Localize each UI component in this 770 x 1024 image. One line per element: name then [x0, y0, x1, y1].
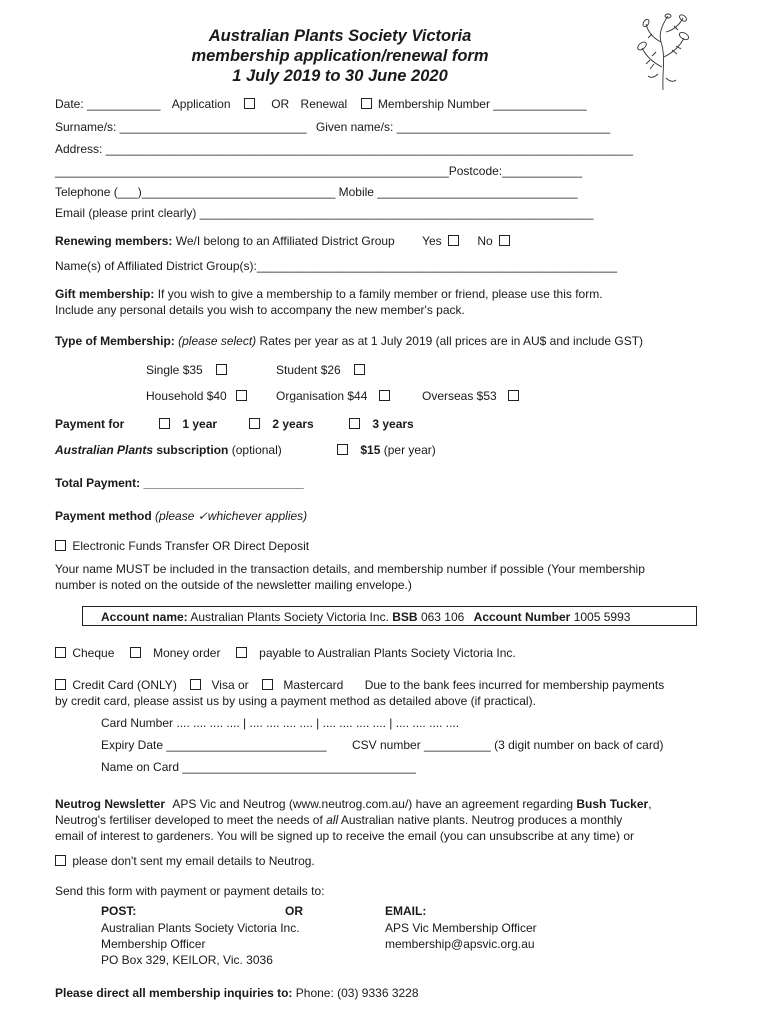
- date-field[interactable]: Date: ___________: [55, 97, 161, 111]
- cheque-checkbox[interactable]: [55, 647, 66, 658]
- subscription-checkbox[interactable]: [337, 444, 348, 455]
- neutrog-text-3: email of interest to gardeners. You will be signed up to receive the email (you can unsubscribe at any time) or: [55, 829, 634, 843]
- membership-type-row: [55, 333, 643, 349]
- household-checkbox[interactable]: [236, 390, 247, 401]
- credit-card-label: Credit Card (ONLY): [72, 678, 177, 692]
- telephone-field[interactable]: Telephone (___)_____________________________ Mobile ______________________________: [55, 185, 578, 199]
- household-option[interactable]: [146, 388, 250, 404]
- csv-number-field[interactable]: CSV number __________ (3 digit number on back of card): [352, 738, 664, 752]
- form-title: Australian Plants Society Victoria: [208, 27, 472, 45]
- cheque-label: Cheque: [72, 646, 115, 660]
- surname-field[interactable]: Surname/s: ____________________________: [55, 120, 307, 134]
- address-line2-field[interactable]: ___________________________________________________________Postcode:____________: [55, 164, 583, 178]
- yes-checkbox[interactable]: [448, 235, 459, 246]
- fees-note-2: by credit card, please assist us by using a payment method as detailed above (if practical).: [55, 694, 536, 708]
- money-order-label: Money order: [153, 646, 221, 660]
- organisation-option[interactable]: [276, 388, 393, 404]
- email-label: EMAIL:: [385, 904, 427, 918]
- eft-checkbox[interactable]: [55, 540, 66, 551]
- credit-card-checkbox[interactable]: [55, 679, 66, 690]
- name-row: [55, 119, 610, 135]
- eft-note-1: Your name MUST be included in the transaction details, and membership number if possible (Your membership: [55, 562, 645, 576]
- plant-illustration-icon: [628, 12, 698, 92]
- date-row: [55, 96, 587, 112]
- payment-method-row: [55, 508, 307, 524]
- bush-tucker-label: Bush Tucker: [576, 797, 649, 811]
- payment-method-label: Payment method: [55, 509, 152, 523]
- eft-note-2: number is noted on the outside of the newsletter mailing envelope.): [55, 578, 412, 592]
- visa-checkbox[interactable]: [190, 679, 201, 690]
- subscription-row: [55, 442, 282, 458]
- post-label: POST:: [101, 904, 137, 918]
- overseas-checkbox[interactable]: [508, 390, 519, 401]
- organisation-checkbox[interactable]: [379, 390, 390, 401]
- renewal-label: Renewal: [300, 97, 348, 111]
- neutrog-text-1: APS Vic and Neutrog (www.neutrog.com.au/) have an agreement regarding: [172, 797, 574, 811]
- neutrog-text-2b: Australian native plants. Neutrog produces a monthly: [340, 813, 623, 827]
- two-years-label: 2 years: [272, 417, 314, 431]
- three-years-option[interactable]: [346, 416, 414, 432]
- bsb-value: 063 106: [420, 610, 465, 624]
- subscription-title: Australian Plants: [55, 443, 154, 457]
- total-payment-field[interactable]: Total Payment: ________________________: [55, 476, 304, 490]
- post-address-line-1: Australian Plants Society Victoria Inc.: [101, 921, 300, 935]
- payment-for-label: Payment for: [55, 417, 125, 431]
- send-intro: Send this form with payment or payment details to:: [55, 884, 325, 898]
- subscription-option[interactable]: [334, 442, 436, 458]
- membership-type-label: Type of Membership:: [55, 334, 175, 348]
- neutrog-row-1: Neutrog Newsletter APS Vic and Neutrog (www.neutrog.com.au/) have an agreement regarding Bush Tucker,: [55, 797, 652, 811]
- application-label: Application: [171, 97, 231, 111]
- renewing-label: Renewing members:: [55, 234, 173, 248]
- neutrog-all: all: [326, 813, 339, 827]
- inquiries-phone: Phone: (03) 9336 3228: [295, 986, 419, 1000]
- neutrog-row-2: [55, 812, 622, 828]
- fees-note-1: Due to the bank fees incurred for membership payments: [364, 678, 665, 692]
- card-number-field[interactable]: Card Number .... .... .... .... | .... .... .... .... | .... .... .... .... | .... .... .... ....: [101, 716, 460, 730]
- post-address-line-2: Membership Officer: [101, 937, 206, 951]
- neutrog-text-2a: Neutrog's fertiliser developed to meet the needs of: [55, 813, 323, 827]
- overseas-label: Overseas $53: [422, 389, 497, 403]
- form-subtitle: membership application/renewal form: [191, 47, 489, 65]
- subscription-optional: (optional): [231, 443, 282, 457]
- inquiries-row: [55, 985, 419, 1001]
- no-checkbox[interactable]: [499, 235, 510, 246]
- account-number-label: Account Number: [473, 610, 571, 624]
- eft-label: Electronic Funds Transfer OR Direct Deposit: [72, 539, 310, 553]
- one-year-label: 1 year: [182, 417, 218, 431]
- email-recipient: APS Vic Membership Officer: [385, 921, 537, 935]
- account-details-box: [82, 606, 697, 626]
- yes-label: Yes: [422, 234, 442, 248]
- organisation-label: Organisation $44: [276, 389, 368, 403]
- membership-type-select-note: (please select): [178, 334, 257, 348]
- payable-label: payable to Australian Plants Society Victoria Inc.: [259, 646, 516, 660]
- household-label: Household $40: [146, 389, 227, 403]
- expiry-date-field[interactable]: Expiry Date ________________________: [101, 738, 327, 752]
- form-period: 1 July 2019 to 30 June 2020: [232, 67, 448, 85]
- gift-text: If you wish to give a membership to a family member or friend, please use this form.: [157, 287, 603, 301]
- neutrog-optout-checkbox[interactable]: [55, 855, 66, 866]
- neutrog-optout-option[interactable]: [55, 853, 315, 869]
- student-option[interactable]: [276, 362, 368, 378]
- two-years-option[interactable]: [246, 416, 314, 432]
- post-address-line-3: PO Box 329, KEILOR, Vic. 3036: [101, 953, 273, 967]
- account-number: 1005 5993: [573, 610, 631, 624]
- account-name: Australian Plants Society Victoria Inc.: [190, 610, 389, 624]
- district-group-field[interactable]: Name(s) of Affiliated District Group(s):______________________________________________________: [55, 259, 618, 273]
- overseas-option[interactable]: [422, 388, 522, 404]
- visa-label: Visa or: [211, 678, 249, 692]
- subscription-per-year: (per year): [383, 443, 436, 457]
- membership-number-field[interactable]: Membership Number ______________: [377, 97, 587, 111]
- renewing-row: [55, 233, 513, 249]
- single-checkbox[interactable]: [216, 364, 227, 375]
- or-label: OR: [271, 97, 290, 111]
- subscription-price: $15: [360, 443, 381, 457]
- two-years-checkbox[interactable]: [249, 418, 260, 429]
- money-order-checkbox[interactable]: [130, 647, 141, 658]
- single-label: Single $35: [146, 363, 203, 377]
- email-field[interactable]: Email (please print clearly) ___________________________________________________________: [55, 206, 594, 220]
- address-field[interactable]: Address: _______________________________________________________________________________: [55, 142, 633, 156]
- renewal-checkbox[interactable]: [361, 98, 372, 109]
- send-or-label: OR: [285, 904, 303, 918]
- one-year-option[interactable]: [156, 416, 217, 432]
- three-years-label: 3 years: [372, 417, 414, 431]
- bsb-label: BSB: [392, 610, 418, 624]
- student-checkbox[interactable]: [354, 364, 365, 375]
- payable-checkbox[interactable]: [236, 647, 247, 658]
- payment-method-note: (please ✓whichever applies): [155, 509, 308, 523]
- eft-option[interactable]: [55, 538, 309, 554]
- name-on-card-field[interactable]: Name on Card ___________________________________: [101, 760, 416, 774]
- gift-text-2: Include any personal details you wish to accompany the new member's pack.: [55, 303, 465, 317]
- mastercard-label: Mastercard: [283, 678, 344, 692]
- single-option[interactable]: [146, 362, 230, 378]
- credit-card-row: [55, 677, 664, 693]
- one-year-checkbox[interactable]: [159, 418, 170, 429]
- email-address-link[interactable]: membership@apsvic.org.au: [385, 937, 535, 951]
- inquiries-label: Please direct all membership inquiries to:: [55, 986, 293, 1000]
- three-years-checkbox[interactable]: [349, 418, 360, 429]
- membership-type-text: Rates per year as at 1 July 2019 (all prices are in AU$ and include GST): [259, 334, 644, 348]
- neutrog-label: Neutrog Newsletter: [55, 797, 166, 811]
- renewing-text: We/I belong to an Affiliated District Group: [175, 234, 395, 248]
- no-label: No: [477, 234, 493, 248]
- mastercard-checkbox[interactable]: [262, 679, 273, 690]
- account-name-label: Account name:: [101, 610, 188, 624]
- given-name-field[interactable]: Given name/s: ________________________________: [315, 120, 611, 134]
- subscription-label: subscription: [156, 443, 229, 457]
- gift-row: [55, 286, 603, 302]
- gift-label: Gift membership:: [55, 287, 155, 301]
- cheque-row: [55, 645, 516, 661]
- neutrog-optout-label: please don't sent my email details to Neutrog.: [72, 854, 315, 868]
- application-checkbox[interactable]: [244, 98, 255, 109]
- student-label: Student $26: [276, 363, 341, 377]
